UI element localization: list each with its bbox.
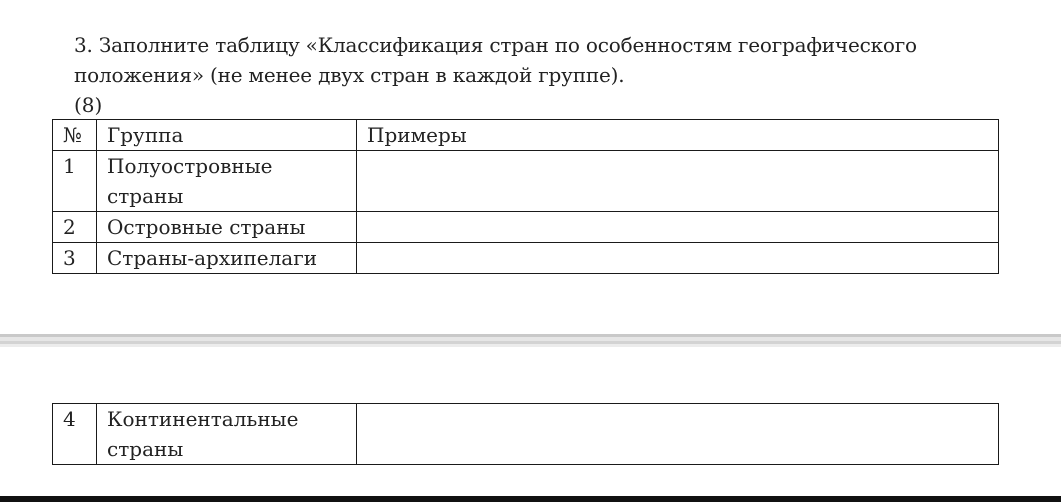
table-row [53,243,999,274]
row-group-line-2: страны [107,184,184,208]
row-number: 3 [53,243,97,274]
row-group [97,404,357,465]
header-group: Группа [97,120,357,151]
page-separator-line [0,344,1061,347]
row-group-line-1: Полуостровные [107,154,273,178]
bottom-edge-bar [0,496,1061,502]
row-number: 4 [53,404,97,465]
task-statement-line-2: положения» (не менее двух стран в каждой группе). [74,63,625,87]
task-points: (8) [74,93,103,117]
row-group-line-1: Континентальные [107,407,299,431]
classification-table-continued [52,403,999,465]
task-statement [74,30,994,90]
row-examples-cell[interactable] [357,404,999,465]
classification-table [52,119,999,274]
row-examples-cell[interactable] [357,212,999,243]
table-row [53,151,999,212]
table-row [53,212,999,243]
row-group [97,151,357,212]
task-statement-line-1: 3. Заполните таблицу «Классификация стран по особенностям географического [74,33,917,57]
row-group: Страны-архипелаги [97,243,357,274]
row-number: 2 [53,212,97,243]
header-number: № [53,120,97,151]
row-number: 1 [53,151,97,212]
table-header-row [53,120,999,151]
row-examples-cell[interactable] [357,243,999,274]
header-examples: Примеры [357,120,999,151]
row-group: Островные страны [97,212,357,243]
row-group-line-2: страны [107,437,184,461]
table-row [53,404,999,465]
page-separator [0,330,1061,356]
row-examples-cell[interactable] [357,151,999,212]
